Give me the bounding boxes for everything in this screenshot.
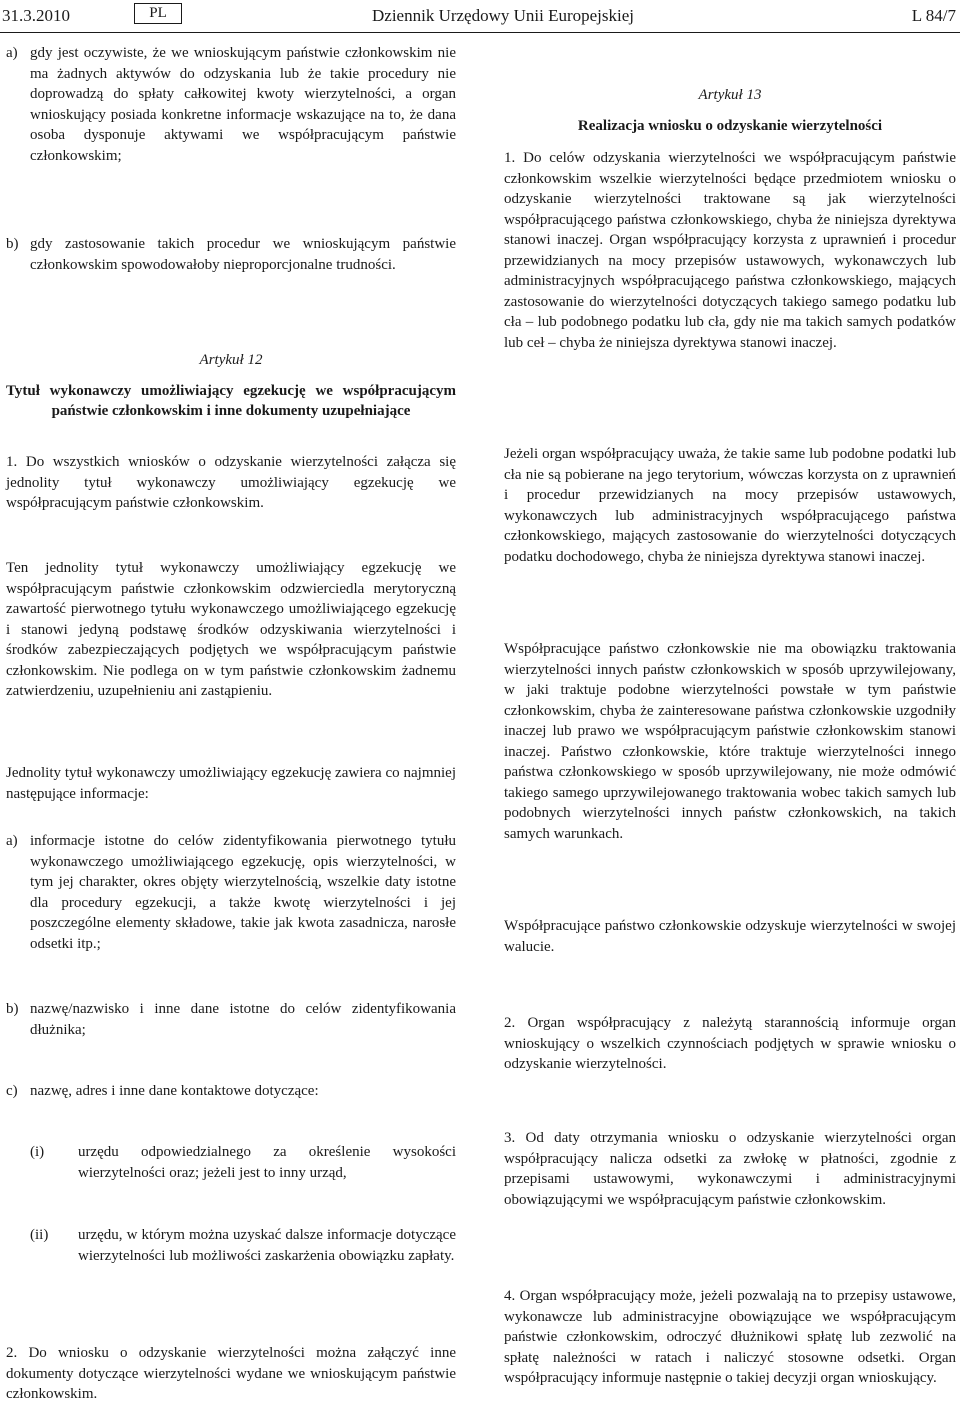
item-text: urzędu odpowiedzialnego za określenie wysokości wierzytelności oraz; jeżeli jest to inny urząd,	[78, 1144, 456, 1181]
article-12-paragraph-4: 2. Do wniosku o odzyskanie wierzytelności można załączyć inne dokumenty dotyczące wierzytelności wydane we wnioskującym państwie członkowskim.	[6, 1345, 456, 1402]
language-code-box: PL	[134, 3, 182, 24]
item-marker: (i)	[30, 1144, 45, 1160]
article-13-paragraph-6: 3. Od daty otrzymania wniosku o odzyskanie wierzytelności organ współpracujący nalicza odsetki za zwłokę w płatności, zgodnie z przepisami ustawowymi, wykonawczymi i administracyjnymi obowiązującymi we współpracującym państwie członkowskim.	[504, 1130, 956, 1208]
list-item-c-ii	[6, 1225, 456, 1266]
item-text: nazwę/nazwisko i inne dane istotne do celów zidentyfikowania dłużnika;	[30, 1001, 456, 1038]
list-item-a	[6, 831, 456, 954]
left-item-b	[6, 234, 456, 275]
item-text: gdy zastosowanie takich procedur we wnioskującym państwie członkowskim spowodowałoby nieproporcjonalne trudności.	[30, 236, 456, 273]
article-12-paragraph-3: Jednolity tytuł wykonawczy umożliwiający egzekucję zawiera co najmniej następujące informacje:	[6, 765, 456, 802]
page-header	[0, 0, 960, 34]
list-item-b	[6, 999, 456, 1040]
article-13-paragraph-1: 1. Do celów odzyskania wierzytelności we współpracującym państwie członkowskim wszelkie wierzytelności będące przedmiotem wniosku o odzyskanie wierzytelności traktowane są jak wierzytelności współpracującego państwa członkowskiego, chyba że niniejsza dyrektywa stanowi inaczej. Organ współpracujący korzysta z uprawnień i procedur przewidzianych na mocy przepisów ustawowych, wykonawczych lub administracyjnych współpracującego państwa członkowskiego, mających zastosowanie do wierzytelności dotyczących takiego samego podatku lub cła – lub podobnego podatku lub cła, gdy nie ma takich samych podatków lub ceł – chyba że niniejsza dyrektywa stanowi inaczej.	[504, 150, 956, 351]
item-marker: a)	[6, 45, 18, 61]
journal-title: Dziennik Urzędowy Unii Europejskiej	[372, 6, 635, 25]
article-12-label: Artykuł 12	[199, 352, 263, 368]
list-item-c	[6, 1081, 456, 1102]
item-text: gdy jest oczywiste, że we wnioskującym państwie członkowskim nie ma żadnych aktywów do odzyskania lub że takie procedury nie doprowadzą do spłaty całkowitej kwoty wierzytelności, a organ wnioskujący posiada konkretne informacje wskazujące na to, że dana osoba dysponuje aktywami we współpracującym państwie członkowskim;	[30, 45, 456, 164]
article-13-label: Artykuł 13	[698, 87, 762, 103]
item-text: nazwę, adres i inne dane kontaktowe dotyczące:	[30, 1083, 319, 1099]
item-marker: c)	[6, 1083, 18, 1099]
page-number: L 84/7	[911, 6, 956, 25]
article-12-paragraph-2: Ten jednolity tytuł wykonawczy umożliwiający egzekucję we współpracującym państwie członkowskim odzwierciedla merytoryczną zawartość pierwotnego tytułu wykonawczego umożliwiającego egzekucję i stanowi jedyną podstawę środków odzyskiwania wierzytelności i środków zabezpieczających podjętych we współpracującym państwie członkowskim. Nie podlega on w tym państwie członkowskim żadnemu zatwierdzeniu, uzupełnieniu ani zastąpieniu.	[6, 560, 456, 699]
item-marker: (ii)	[30, 1227, 49, 1243]
publication-date: 31.3.2010	[2, 6, 70, 25]
item-marker: b)	[6, 1001, 19, 1017]
list-item-c-i	[6, 1142, 456, 1183]
item-text: informacje istotne do celów zidentyfikowania pierwotnego tytułu wykonawczego umożliwiającego egzekucję, opis wierzytelności, w tym jej charakter, okres objęty wierzytelnością, wszelkie daty istotne dla procedury egzekucji, a także kwotę wierzytelności i jej poszczególne elementy składowe, takie jak kwota zasadnicza, narosłe odsetki itp.;	[30, 833, 456, 952]
item-text: urzędu, w którym można uzyskać dalsze informacje dotyczące wierzytelności lub możliwości zaskarżenia obowiązku zapłaty.	[78, 1227, 456, 1264]
article-12-title: Tytuł wykonawczy umożliwiający egzekucję we współpracującym państwie członkowskim i inne dokumenty uzupełniające	[6, 383, 456, 419]
item-marker: b)	[6, 236, 19, 252]
article-13-paragraph-7: 4. Organ współpracujący może, jeżeli pozwalają na to przepisy ustawowe, wykonawcze lub administracyjne obowiązujące we współpracującym państwie członkowskim, odroczyć dłużnikowi spłatę lub zezwolić na spłatę należności w ratach i naliczyć stosowne odsetki. Organ współpracujący informuje następnie o takiej decyzji organ wnioskujący.	[504, 1288, 956, 1386]
item-marker: a)	[6, 833, 18, 849]
article-13-paragraph-2: Jeżeli organ współpracujący uważa, że takie same lub podobne podatki lub cła nie są pobierane na jego terytorium, wówczas korzysta on z uprawnień i procedur przewidzianych na mocy przepisów ustawowych, wykonawczych lub administracyjnych współpracującego państwa członkowskiego, mających zastosowanie do wierzytelności dotyczących podatku dochodowego, chyba że niniejsza dyrektywa stanowi inaczej.	[504, 446, 956, 565]
article-13-title: Realizacja wniosku o odzyskanie wierzytelności	[577, 118, 883, 134]
article-13-paragraph-5: 2. Organ współpracujący z należytą starannością informuje organ wnioskujący o wszelkich czynnościach podjętych w sprawie wniosku o odzyskanie wierzytelności.	[504, 1015, 956, 1072]
left-item-a	[6, 43, 456, 166]
article-12-paragraph-1: 1. Do wszystkich wniosków o odzyskanie wierzytelności załącza się jednolity tytuł wykonawczy umożliwiający egzekucję we współpracującym państwie członkowskim.	[6, 454, 456, 511]
header-rule	[0, 32, 960, 33]
article-13-paragraph-4: Współpracujące państwo członkowskie odzyskuje wierzytelności w swojej walucie.	[504, 918, 956, 955]
article-13-paragraph-3: Współpracujące państwo członkowskie nie ma obowiązku traktowania wierzytelności innych państw członkowskich w sposób uprzywilejowany, w jaki traktuje podobne wierzytelności powstałe w tym państwie członkowskim, chyba że zainteresowane państwa członkowskie uzgodniły inaczej lub prawo we współpracującym państwie członkowskim stanowi inaczej. Państwo członkowskie, które traktuje wierzytelności innego państwa członkowskiego w sposób uprzywilejowany, nie może odmówić takiego samego uprzywilejowanego traktowania wobec takich samych lub podobnych wierzytelności innych państw członkowskich, na takich samych warunkach.	[504, 641, 956, 842]
